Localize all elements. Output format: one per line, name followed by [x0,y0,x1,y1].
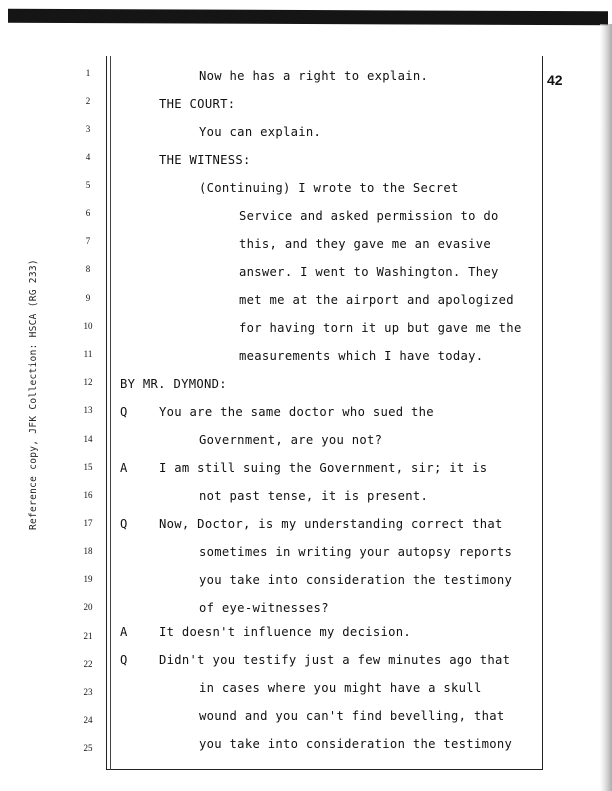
transcript-line: Now he has a right to explain. [199,69,429,83]
line-number: 1 [85,68,91,78]
line-number: 23 [83,687,93,697]
qa-marker: Q [120,653,128,667]
line-number: 13 [83,405,93,415]
qa-marker: Q [120,405,128,419]
transcript-line: THE WITNESS: [159,153,251,167]
scan-top-border [8,9,608,26]
line-number: 16 [83,490,93,500]
transcript-line: Didn't you testify just a few minutes ago that [159,653,511,667]
transcript-line: you take into consideration the testimony [199,737,513,751]
transcript-line: not past tense, it is present. [199,489,429,503]
transcript-line: measurements which I have today. [239,349,484,363]
line-number: 3 [85,124,91,134]
line-number: 14 [83,434,93,444]
transcript-line: you take into consideration the testimony [199,573,513,587]
line-number: 25 [83,743,93,753]
transcript-line: in cases where you might have a skull [199,681,482,695]
qa-marker: A [120,461,128,475]
line-number: 6 [85,208,91,218]
transcript-line: sometimes in writing your autopsy reports [199,545,513,559]
transcript-line: Now, Doctor, is my understanding correct that [159,517,503,531]
transcript-line: THE COURT: [159,97,236,111]
line-number: 4 [85,152,91,162]
line-number: 9 [85,293,91,303]
transcript-line: BY MR. DYMOND: [120,377,227,391]
line-number: 19 [83,574,93,584]
transcript-line: It doesn't influence my decision. [159,625,412,639]
line-number: 17 [83,518,93,528]
qa-marker: Q [120,517,128,531]
line-number: 20 [83,602,93,612]
line-number: 18 [83,546,93,556]
transcript-line: this, and they gave me an evasive [239,237,492,251]
line-number: 10 [83,321,93,331]
transcript-line: of eye-witnesses? [199,601,329,615]
transcript-line: (Continuing) I wrote to the Secret [199,181,459,195]
line-number: 5 [85,180,91,190]
line-number: 7 [85,236,91,246]
transcript-line: You can explain. [199,125,322,139]
transcript-line: Service and asked permission to do [239,209,499,223]
line-number: 2 [85,96,91,106]
transcript-line: met me at the airport and apologized [239,293,514,307]
transcript-line: I am still suing the Government, sir; it is [159,461,488,475]
line-number: 12 [83,377,93,387]
transcript-line: wound and you can't find bevelling, that [199,709,505,723]
scan-right-edge [600,24,612,791]
line-number: 15 [83,462,93,472]
transcript-line: for having torn it up but gave me the [239,321,522,335]
margin-rule [110,56,113,770]
qa-marker: A [120,625,128,639]
line-number: 8 [85,264,91,274]
page-number: 42 [547,72,563,88]
line-number: 24 [83,715,93,725]
line-number: 22 [83,659,93,669]
transcript-line: You are the same doctor who sued the [159,405,434,419]
line-number: 21 [83,631,93,641]
line-number: 11 [83,349,93,359]
transcript-line: Government, are you not? [199,433,383,447]
transcript-line: answer. I went to Washington. They [239,265,499,279]
archive-reference-stamp: Reference copy, JFK Collection: HSCA (RG 233) [28,259,39,530]
